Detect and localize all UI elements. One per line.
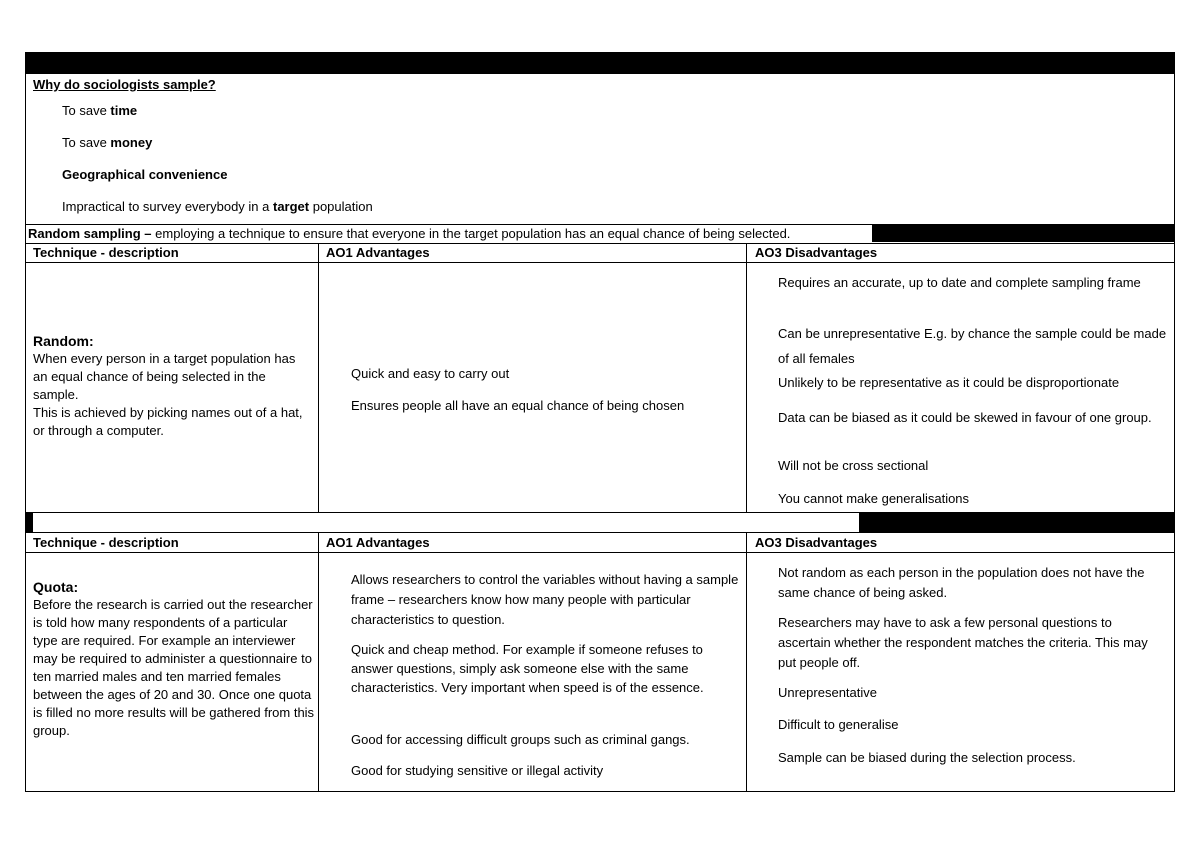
random-disadvantage-1: Requires an accurate, up to date and complete sampling frame	[778, 275, 1141, 290]
random-desc-2: This is achieved by picking names out of a hat, or through a computer.	[33, 405, 303, 438]
table-bottom-border	[25, 791, 1175, 792]
header-advantages: AO1 Advantages	[326, 245, 430, 260]
quota-advantage-4: Good for studying sensitive or illegal activity	[351, 763, 604, 778]
random-disadvantage-5: Will not be cross sectional	[778, 458, 929, 473]
quota-disadvantage-3: Unrepresentative	[778, 685, 877, 700]
divider-line	[25, 262, 1175, 263]
random-disadvantage-3: Unlikely to be representative as it could be disproportionate	[778, 375, 1120, 390]
quota-advantage-2: Quick and cheap method. For example if someone refuses to answer questions, simply ask someone else with the same characteristics. Very important when speed is of the essence.	[351, 642, 704, 695]
quota-disadvantage-2: Researchers may have to ask a few personal questions to ascertain whether the respondent matches the criteria. This may put people off.	[778, 615, 1148, 670]
random-disadvantage-6: You cannot make generalisations	[778, 491, 970, 506]
random-disadvantage-4: Data can be biased as it could be skewed in favour of one group.	[778, 410, 1152, 425]
quota-disadvantage-5: Sample can be biased during the selection process.	[778, 750, 1076, 765]
quota-desc: Before the research is carried out the researcher is told how many respondents of a particular type are required. For example an interviewer may be required to administer a questionnaire to ten married males and ten married females between the ages of 20 and 30. Once one quota is filled no more results will be gathered from this group.	[33, 597, 315, 738]
random-sampling-band-black	[872, 225, 1175, 242]
why-title: Why do sociologists sample?	[33, 77, 216, 92]
why-item-geographical: Geographical convenience	[62, 167, 228, 182]
table-left-border	[25, 52, 26, 792]
header-technique: Technique - description	[33, 245, 179, 260]
random-technique-cell	[33, 332, 313, 440]
random-desc-1: When every person in a target population has an equal chance of being selected in the sample.	[33, 351, 296, 402]
header-advantages-2: AO1 Advantages	[326, 535, 430, 550]
divider-line	[25, 532, 1175, 533]
quota-advantage-1: Allows researchers to control the variables without having a sample frame – researchers know how many people with particular characteristics to question.	[351, 572, 739, 627]
column-divider	[746, 243, 747, 512]
quota-title: Quota:	[33, 579, 79, 595]
table-right-border	[1174, 52, 1175, 792]
quota-disadvantage-4: Difficult to generalise	[778, 717, 899, 732]
separator-band-right	[859, 512, 1175, 532]
quota-disadvantage-1: Not random as each person in the population does not have the same chance of being asked.	[778, 565, 1145, 600]
column-divider	[746, 532, 747, 792]
divider-line	[25, 552, 1175, 553]
header-disadvantages-2: AO3 Disadvantages	[755, 535, 878, 550]
quota-technique-cell	[33, 578, 315, 740]
random-disadvantage-2: Can be unrepresentative E.g. by chance the sample could be made of all females	[778, 326, 1167, 366]
quota-advantage-3: Good for accessing difficult groups such as criminal gangs.	[351, 732, 690, 747]
random-advantage-2: Ensures people all have an equal chance of being chosen	[351, 398, 685, 413]
column-divider	[318, 532, 319, 792]
divider-line	[25, 243, 1175, 244]
why-item-impractical: Impractical to survey everybody in a target population	[62, 199, 373, 214]
why-item-time: To save time	[62, 103, 138, 118]
header-technique-2: Technique - description	[33, 535, 179, 550]
header-disadvantages: AO3 Disadvantages	[755, 245, 878, 260]
random-advantage-1: Quick and easy to carry out	[351, 366, 510, 381]
table-top-bar	[25, 52, 1175, 74]
separator-band-left	[25, 512, 33, 532]
random-title: Random:	[33, 333, 94, 349]
why-item-money: To save money	[62, 135, 153, 150]
column-divider	[318, 243, 319, 512]
random-sampling-heading: Random sampling – employing a technique to ensure that everyone in the target population has an equal chance of being selected.	[28, 226, 791, 241]
